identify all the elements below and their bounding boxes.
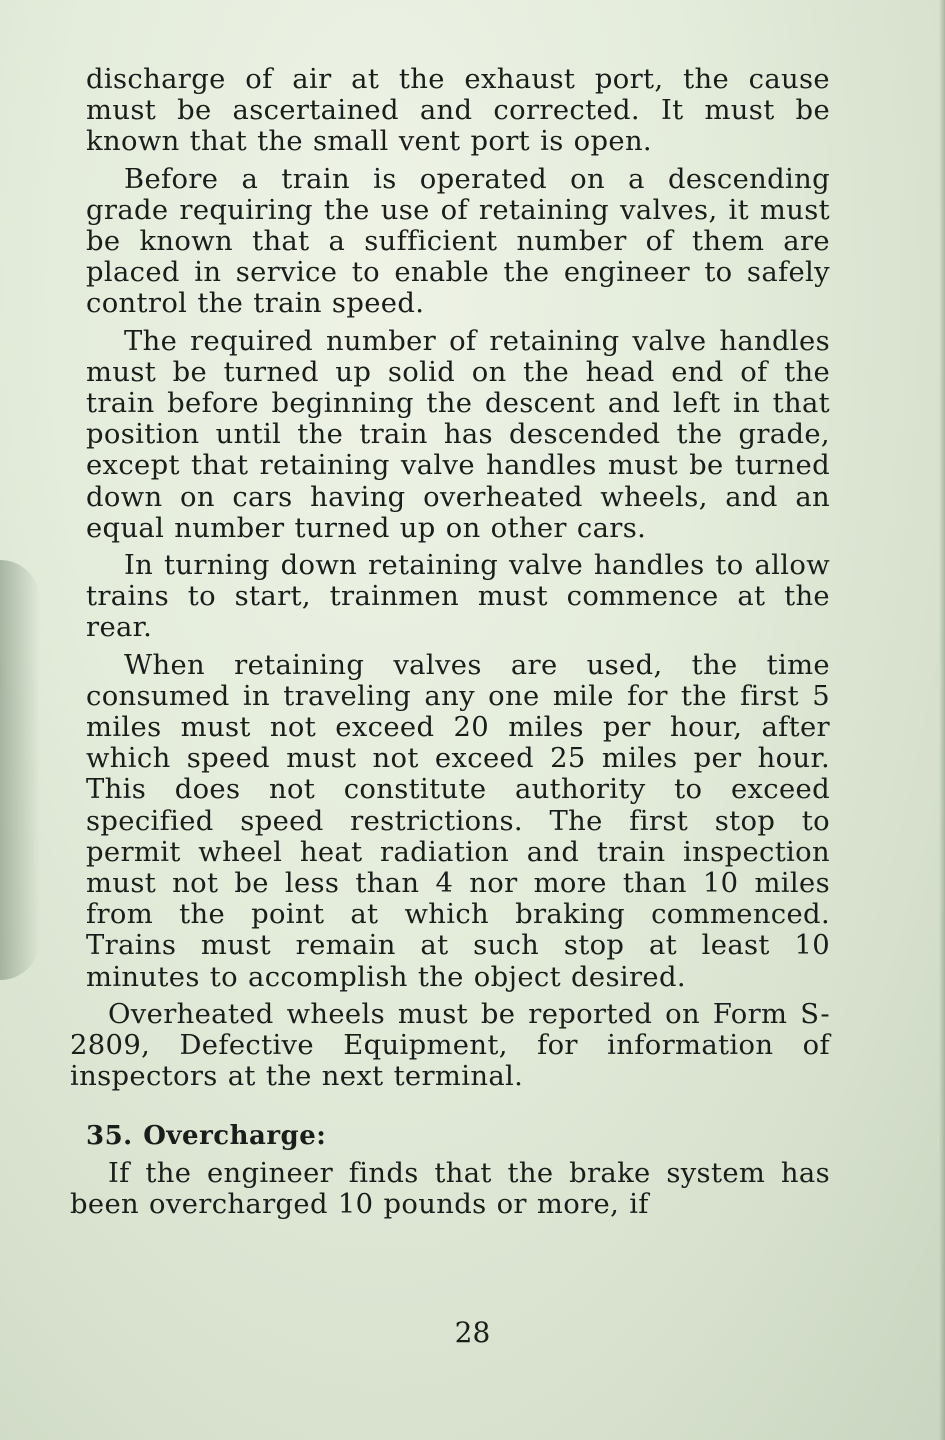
page-text (70, 64, 830, 1226)
paragraph-turning-down: In turning down retaining valve handles to allow trains to start, trainmen must commence at the rear. (86, 550, 830, 644)
paragraph-retaining-valve-handles: The required number of retaining valve handles must be turned up solid on the head end of the train before beginning the descent and left in that position until the train has descended the grade, except that retaining valve handles must be turned down on cars having overheated wheels, and an equal number turned up on other cars. (86, 325, 830, 544)
page-number: 28 (454, 1316, 491, 1349)
section-heading: 35. Overcharge: (86, 1120, 327, 1151)
paragraph-overcharge: If the engineer finds that the brake system has been overcharged 10 pounds or more, if (70, 1157, 830, 1220)
page-edge (939, 0, 945, 1440)
paragraph-overheated-wheels: Overheated wheels must be reported on Form S-2809, Defective Equipment, for information of inspectors at the next terminal. (70, 998, 830, 1093)
paragraph-continued: discharge of air at the exhaust port, the cause must be ascertained and corrected. It must be known that the small vent port is open. (86, 64, 830, 158)
paragraph-descending-grade: Before a train is operated on a descending grade requiring the use of retaining valves, it must be known that a sufficient number of them are placed in service to enable the engineer to safely control the train speed. (86, 163, 830, 320)
paragraph-speed-limits: When retaining valves are used, the time consumed in traveling any one mile for the first 5 miles must not exceed 20 miles per hour, after which speed must not exceed 25 miles per hour. This does not constitute authority to exceed specified speed restrictions. The first stop to permit wheel heat radiation and train inspection must not be less than 4 nor more than 10 miles from the point at which braking commenced. Trains must remain at such stop at least 10 minutes to accomplish the object desired. (86, 649, 830, 993)
page-shadow (0, 560, 40, 980)
